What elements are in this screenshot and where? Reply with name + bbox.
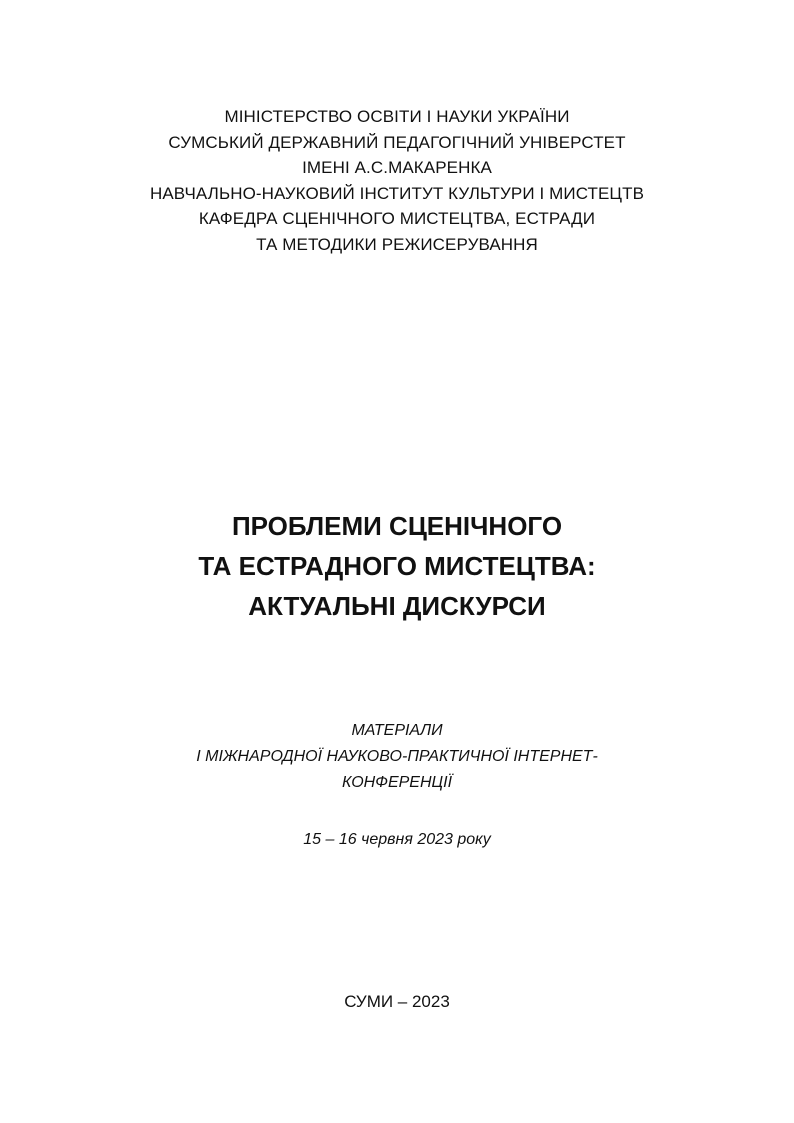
materials-line-2: І МІЖНАРОДНОЇ НАУКОВО-ПРАКТИЧНОЇ ІНТЕРНЕТ-	[196, 748, 598, 765]
title-line-2: ТА ЕСТРАДНОГО МИСТЕЦТВА:	[198, 551, 596, 581]
header-line-university: СУМСЬКИЙ ДЕРЖАВНИЙ ПЕДАГОГІЧНИЙ УНІВЕРСТЕТ	[168, 132, 626, 152]
publication-place-year: СУМИ – 2023	[344, 992, 450, 1011]
title-line-1: ПРОБЛЕМИ СЦЕНІЧНОГО	[231, 511, 563, 541]
materials-line-3: КОНФЕРЕНЦІЇ	[341, 774, 453, 791]
title-line-3: АКТУАЛЬНІ ДИСКУРСИ	[248, 591, 546, 621]
header-line-department: КАФЕДРА СЦЕНІЧНОГО МИСТЕЦТВА, ЕСТРАДИ	[198, 209, 596, 229]
conference-date: 15 – 16 червня 2023 року	[303, 831, 491, 848]
header-line-institute: НАВЧАЛЬНО-НАУКОВИЙ ІНСТИТУТ КУЛЬТУРИ І МИСТЕЦТВ	[149, 183, 645, 203]
document-title	[0, 506, 794, 626]
conference-materials	[0, 718, 794, 796]
header-line-ministry: МІНІСТЕРСТВО ОСВІТИ І НАУКИ УКРАЇНИ	[224, 107, 570, 126]
header-line-department-cont: ТА МЕТОДИКИ РЕЖИСЕРУВАННЯ	[256, 234, 538, 254]
header-line-university-name: ІМЕНІ А.С.МАКАРЕНКА	[302, 158, 492, 178]
institution-header	[0, 104, 794, 258]
materials-line-1: МАТЕРІАЛИ	[351, 722, 443, 739]
